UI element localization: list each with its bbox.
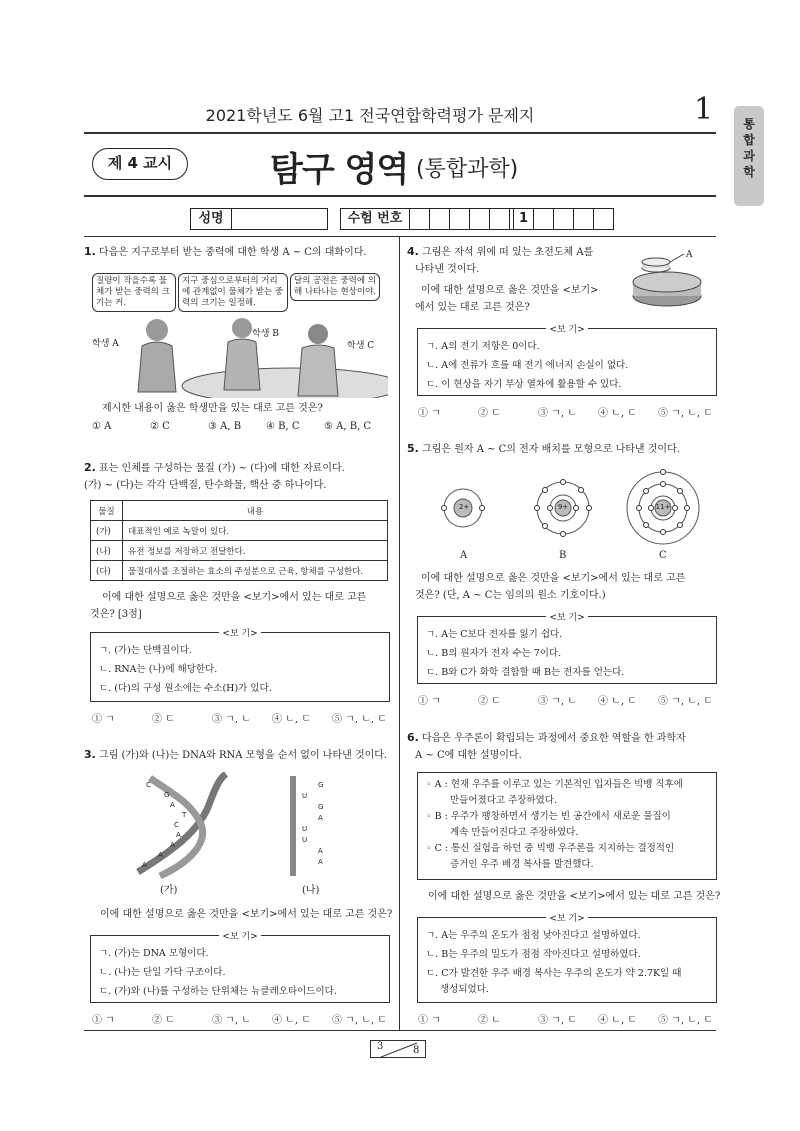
q6-choice-5[interactable]: ⑤ ㄱ, ㄴ, ㄷ [658, 1015, 713, 1026]
candidate-info-row [190, 208, 614, 230]
q2-choice-4[interactable]: ④ ㄴ, ㄷ [272, 714, 311, 725]
q1-students-illustration [92, 312, 388, 398]
subject-title: 탐구 영역 [270, 150, 409, 190]
q5-bogi-title: <보 기> [546, 613, 587, 623]
q2-prompt-2: 것은? [3점] [90, 609, 142, 620]
q6-choice-4[interactable]: ④ ㄴ, ㄷ [598, 1015, 637, 1026]
q6-bogi-title: <보 기> [546, 914, 587, 924]
dna-base: T [182, 811, 187, 819]
q6-desc-line: ◦ A : 현재 우주를 이루고 있는 기본적인 입자들은 빅뱅 직후에 [426, 779, 683, 790]
column-divider [399, 237, 400, 1030]
q3-choice-3[interactable]: ③ ㄱ, ㄴ [212, 1015, 251, 1026]
q4-choice-3[interactable]: ③ ㄱ, ㄴ [538, 408, 577, 419]
dna-base: A [176, 831, 181, 839]
table-cell: (가) [91, 521, 123, 541]
side-tab-char: 통 [743, 117, 755, 131]
q2-bogi-box [90, 629, 390, 702]
header-rule-3 [84, 236, 716, 237]
q1-bubble-b: 지구 중심으로부터의 거리에 관계없이 물체가 받는 중력의 크기는 일정해. [178, 273, 288, 312]
q3-choices [92, 1011, 402, 1026]
page-number: 1 [694, 92, 714, 127]
q4-prompt-1: 이에 대한 설명으로 옳은 것만을 <보기> [421, 285, 599, 296]
student-b-label: 학생 B [252, 329, 279, 339]
q5-choice-5[interactable]: ⑤ ㄱ, ㄴ, ㄷ [658, 696, 713, 707]
q1-choice-3[interactable]: ③ A, B [208, 421, 242, 432]
q1-bubble-a: 질량이 작을수록 물체가 받는 중력의 크기는 커. [92, 273, 176, 312]
q6-desc-line: 계속 만들어진다고 주장하였다. [450, 827, 579, 838]
q1-text: 다음은 지구로부터 받는 중력에 대한 학생 A ~ C의 대화이다. [99, 247, 367, 258]
page-total: 8 [413, 1045, 420, 1056]
q4-prompt-2: 에서 있는 대로 고른 것은? [415, 302, 530, 313]
q6-choice-2[interactable]: ② ㄴ [478, 1015, 501, 1026]
q6-desc-line: 만들어졌다고 주장하였다. [450, 795, 557, 806]
q4-bogi-box [417, 325, 717, 396]
q6-choice-3[interactable]: ③ ㄱ, ㄷ [538, 1015, 577, 1026]
q6-desc-a [418, 777, 716, 809]
exam-number-box[interactable] [594, 208, 614, 230]
atom-a-nucleus: 2+ [458, 503, 470, 511]
q2-text-1: 표는 인체를 구성하는 물질 (가) ~ (다)에 대한 자료이다. [99, 463, 345, 474]
dna-base: C [174, 821, 179, 829]
page-current: 3 [377, 1041, 384, 1052]
q5-choice-1[interactable]: ① ㄱ [418, 696, 441, 707]
exam-number-box[interactable] [554, 208, 574, 230]
table-cell: (나) [91, 541, 123, 561]
exam-number-box[interactable] [534, 208, 554, 230]
q2-stem [84, 459, 394, 494]
q4-superconductor-figure [628, 248, 706, 310]
rna-base: U [302, 825, 308, 833]
table-row [91, 521, 388, 541]
q2-bogi-item: ㄷ. (다)의 구성 원소에는 수소(H)가 있다. [99, 683, 272, 694]
q6-desc-line: 증거인 우주 배경 복사를 발견했다. [450, 859, 594, 870]
table-header: 물질 [91, 501, 123, 521]
q5-bogi-item: ㄴ. B의 원자가 전자 수는 7이다. [426, 648, 562, 659]
dna-base: A [158, 851, 163, 859]
q4-bogi-item: ㄱ. A의 전기 저항은 0이다. [426, 341, 540, 352]
q6-bogi-item: ㄷ. C가 발견한 우주 배경 복사는 우주의 온도가 약 2.7K일 때 [426, 968, 682, 979]
dna-base: C [146, 781, 151, 789]
exam-number-label: 수험 번호 [340, 208, 410, 230]
name-label: 성명 [190, 208, 232, 230]
rna-base: A [318, 847, 323, 855]
q6-desc-b [418, 809, 716, 841]
q3-choice-4[interactable]: ④ ㄴ, ㄷ [272, 1015, 311, 1026]
rna-base: U [302, 792, 308, 800]
q3-bogi-item: ㄷ. (가)와 (나)를 구성하는 단위체는 뉴클레오타이드이다. [99, 986, 337, 997]
side-tab-char: 과 [743, 149, 755, 163]
header-rule-2 [84, 195, 716, 197]
q2-choices [92, 710, 402, 725]
q6-number: 6. [407, 731, 419, 744]
q5-choice-2[interactable]: ② ㄷ [478, 696, 501, 707]
period-label: 제 4 교시 [92, 148, 188, 180]
exam-number-box[interactable] [450, 208, 470, 230]
exam-number-box[interactable] [470, 208, 490, 230]
table-cell: 유전 정보를 저장하고 전달한다. [123, 541, 388, 561]
dna-base: G [164, 791, 170, 799]
q4-text-2: 나타낸 것이다. [415, 264, 480, 275]
q5-text: 그림은 원자 A ~ C의 전자 배치를 모형으로 나타낸 것이다. [422, 444, 680, 455]
q3-choice-2[interactable]: ② ㄷ [152, 1015, 175, 1026]
q4-choice-5[interactable]: ⑤ ㄱ, ㄴ, ㄷ [658, 408, 713, 419]
table-header: 내용 [123, 501, 388, 521]
q5-choice-4[interactable]: ④ ㄴ, ㄷ [598, 696, 637, 707]
subject-side-tab [734, 106, 764, 206]
header-rule [84, 132, 716, 134]
subject-detail: (통합과학) [416, 157, 519, 182]
student-a-label: 학생 A [92, 339, 119, 349]
q2-bogi-title: <보 기> [219, 629, 260, 639]
q4-bogi-item: ㄴ. A에 전류가 흐를 때 전기 에너지 손실이 없다. [426, 360, 629, 371]
q6-choices [418, 1011, 728, 1026]
q3-number: 3. [84, 748, 96, 761]
q6-text-2: A ~ C에 대한 설명이다. [415, 750, 522, 761]
q2-choice-1[interactable]: ① ㄱ [92, 714, 115, 725]
page-indicator [370, 1040, 426, 1058]
q3-stem [84, 746, 394, 764]
table-row [91, 561, 388, 581]
atom-b-label: B [559, 550, 567, 561]
q3-prompt: 이에 대한 설명으로 옳은 것만을 <보기>에서 있는 대로 고른 것은? [100, 909, 393, 920]
side-tab-char: 합 [743, 133, 755, 147]
q1-bubble-c: 달의 공전은 중력에 의해 나타나는 현상이야. [290, 273, 380, 301]
q4-stem [407, 243, 637, 316]
q2-prompt-1: 이에 대한 설명으로 옳은 것만을 <보기>에서 있는 대로 고른 [102, 592, 367, 603]
q1-stem [84, 243, 394, 261]
q6-desc-c [418, 841, 716, 873]
q4-number: 4. [407, 245, 419, 258]
atom-b-nucleus: 9+ [557, 503, 569, 511]
q1-prompt: 제시한 내용이 옳은 학생만을 있는 대로 고른 것은? [102, 403, 323, 414]
q6-bogi-item: ㄱ. A는 우주의 온도가 점점 낮아진다고 설명하였다. [426, 930, 641, 941]
table-row [91, 501, 388, 521]
q6-desc-line: ◦ C : 통신 실험을 하던 중 빅뱅 우주론을 지지하는 결정적인 [426, 843, 675, 854]
table-cell: 대표적인 예로 녹말이 있다. [123, 521, 388, 541]
q6-text-1: 다음은 우주론이 확립되는 과정에서 중요한 역할을 한 과학자 [422, 733, 686, 744]
q2-number: 2. [84, 461, 96, 474]
table-cell: 물질대사를 조절하는 효소의 주성분으로 근육, 항체를 구성한다. [123, 561, 388, 581]
q5-stem [407, 440, 717, 458]
side-tab-char: 학 [743, 165, 755, 179]
exam-title: 2021학년도 6월 고1 전국연합학력평가 문제지 [205, 106, 535, 125]
q4-choices [418, 404, 728, 419]
q2-text-2: (가) ~ (다)는 각각 단백질, 탄수화물, 핵산 중 하나이다. [84, 480, 327, 491]
q4-bogi-item: ㄷ. 이 현상을 자기 부상 열차에 활용할 수 있다. [426, 379, 622, 390]
q2-bogi-item: ㄴ. RNA는 (나)에 해당한다. [99, 664, 218, 675]
q5-bogi-item: ㄷ. B와 C가 화학 결합할 때 B는 전자를 얻는다. [426, 667, 625, 678]
q3-bogi-title: <보 기> [219, 932, 260, 942]
q3-label-ga: (가) [160, 885, 178, 896]
exam-number-box[interactable] [490, 208, 510, 230]
q6-choice-1[interactable]: ① ㄱ [418, 1015, 441, 1026]
q1-choice-2[interactable]: ② C [150, 421, 170, 432]
q5-choice-3[interactable]: ③ ㄱ, ㄴ [538, 696, 577, 707]
q2-choice-5[interactable]: ⑤ ㄱ, ㄴ, ㄷ [332, 714, 387, 725]
dna-base: A [170, 841, 175, 849]
q5-bogi-item: ㄱ. A는 C보다 전자를 잃기 쉽다. [426, 629, 563, 640]
rna-base: U [302, 836, 308, 844]
exam-number-box[interactable] [574, 208, 594, 230]
atom-a-label: A [460, 550, 468, 561]
q4-choice-4[interactable]: ④ ㄴ, ㄷ [598, 408, 637, 419]
dna-base: A [142, 861, 147, 869]
q6-description-box [417, 772, 717, 880]
q4-choice-1[interactable]: ① ㄱ [418, 408, 441, 419]
atom-c-nucleus: 11+ [655, 503, 671, 511]
q1-choice-4[interactable]: ④ B, C [266, 421, 300, 432]
q2-table [90, 500, 388, 581]
q5-prompt [407, 570, 717, 604]
q4-text-1: 그림은 자석 위에 떠 있는 초전도체 A를 [422, 247, 594, 258]
q5-prompt-1: 이에 대한 설명으로 옳은 것만을 <보기>에서 있는 대로 고른 [421, 573, 686, 584]
rna-base: A [318, 814, 323, 822]
q3-choice-1[interactable]: ① ㄱ [92, 1015, 115, 1026]
q4-figure-label: A [686, 250, 693, 260]
q2-choice-2[interactable]: ② ㄷ [152, 714, 175, 725]
name-field[interactable] [232, 208, 328, 230]
q3-bogi-item: ㄴ. (나)는 단일 가닥 구조이다. [99, 967, 226, 978]
table-row [91, 541, 388, 561]
q4-choice-2[interactable]: ② ㄷ [478, 408, 501, 419]
q6-bogi-item: ㄴ. B는 우주의 밀도가 점점 작아진다고 설명하였다. [426, 949, 641, 960]
q1-choice-1[interactable]: ① A [92, 421, 112, 432]
q6-prompt: 이에 대한 설명으로 옳은 것만을 <보기>에서 있는 대로 고른 것은? [428, 891, 721, 902]
exam-number-box[interactable] [410, 208, 430, 230]
q3-text: 그림 (가)와 (나)는 DNA와 RNA 모형을 순서 없이 나타낸 것이다. [99, 750, 388, 761]
rna-base: G [318, 781, 324, 789]
table-cell: (다) [91, 561, 123, 581]
q3-dna-bases [136, 780, 186, 870]
dna-base: A [170, 801, 175, 809]
atom-c-label: C [659, 550, 667, 561]
q5-choices [418, 692, 728, 707]
rna-base: A [318, 858, 323, 866]
q5-prompt-2: 것은? (단, A ~ C는 임의의 원소 기호이다.) [415, 590, 606, 601]
exam-number-box[interactable] [430, 208, 450, 230]
q1-choice-5[interactable]: ⑤ A, B, C [324, 421, 372, 432]
q1-number: 1. [84, 245, 96, 258]
exam-number-digit: 1 [514, 208, 534, 230]
q6-desc-line: ◦ B : 우주가 팽창하면서 생기는 빈 공간에서 새로운 물질이 [426, 811, 671, 822]
q3-rna-bases [296, 780, 323, 868]
q1-choices [92, 421, 394, 432]
q3-choice-5[interactable]: ⑤ ㄱ, ㄴ, ㄷ [332, 1015, 387, 1026]
q3-bogi-item: ㄱ. (가)는 DNA 모형이다. [99, 948, 209, 959]
q2-bogi-item: ㄱ. (가)는 단백질이다. [99, 645, 192, 656]
q3-bogi-box [90, 932, 390, 1003]
q4-bogi-title: <보 기> [546, 325, 587, 335]
q2-prompt [90, 589, 394, 623]
q6-bogi-item: 생성되었다. [440, 984, 489, 995]
q2-choice-3[interactable]: ③ ㄱ, ㄴ [212, 714, 251, 725]
q5-number: 5. [407, 442, 419, 455]
q6-bogi-box [417, 914, 717, 1003]
student-c-label: 학생 C [347, 341, 375, 351]
q3-label-na: (나) [302, 885, 320, 896]
rna-base: G [318, 803, 324, 811]
q6-stem [407, 729, 717, 764]
q5-bogi-box [417, 613, 717, 684]
footer-rule [84, 1030, 716, 1031]
